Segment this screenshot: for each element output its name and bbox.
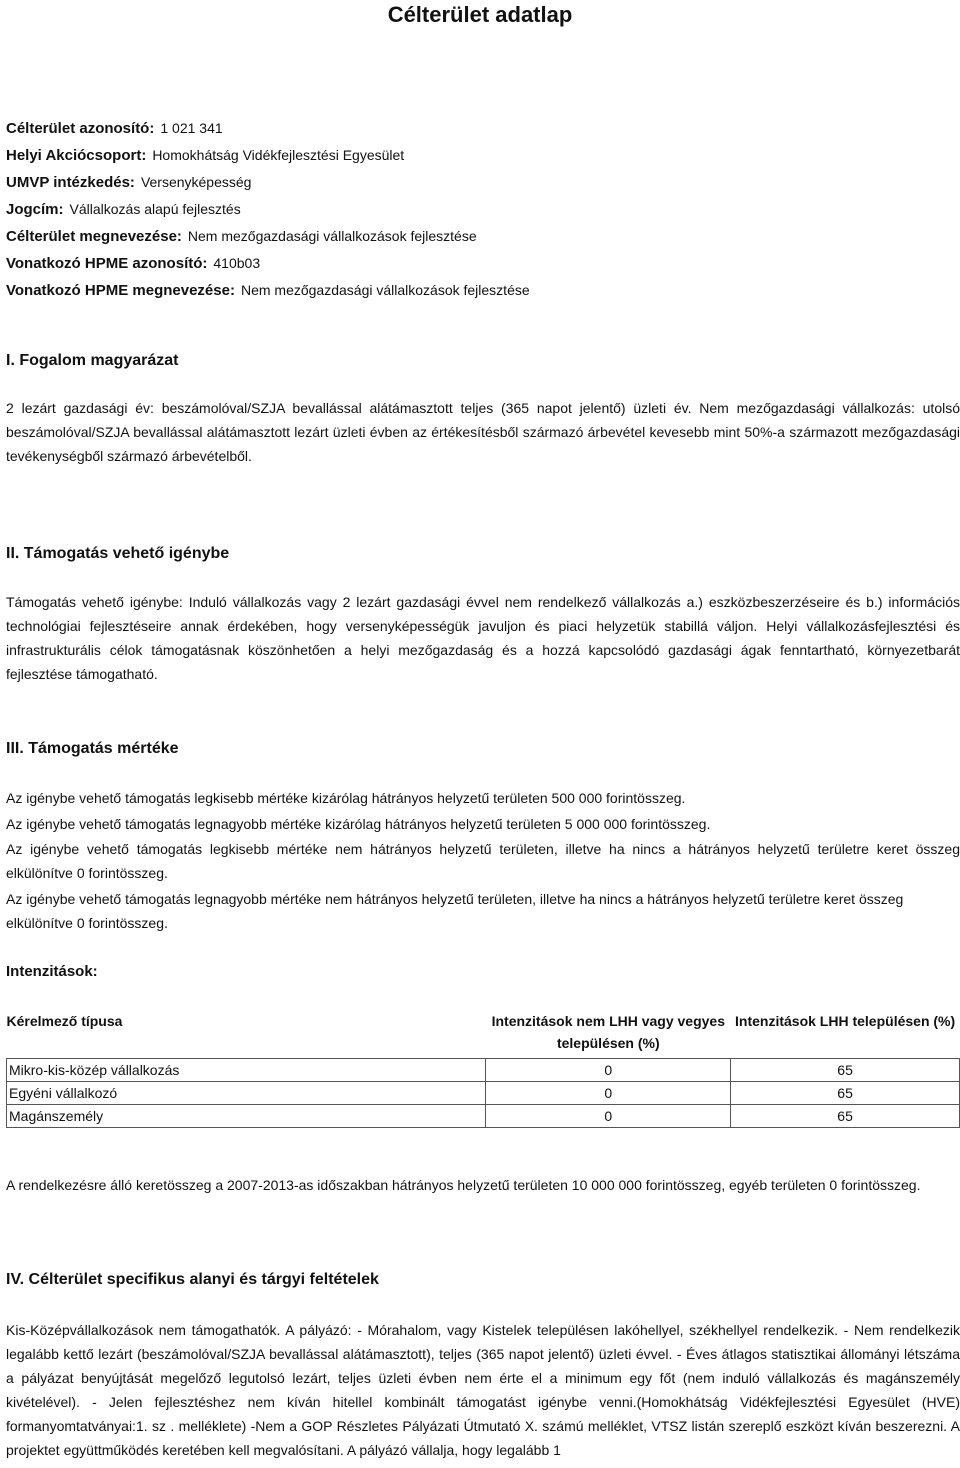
meta-label: Jogcím: — [6, 201, 64, 218]
meta-block — [6, 118, 954, 307]
table-row — [7, 1059, 960, 1082]
table-cell: Magánszemély — [7, 1105, 486, 1128]
meta-label: Célterület megnevezése: — [6, 228, 182, 245]
meta-row-celterulet-megnevezese — [6, 226, 954, 253]
meta-value: 1 021 341 — [160, 120, 223, 136]
meta-label: Célterület azonosító: — [6, 120, 155, 137]
section-title-feltetelek: IV. Célterület specifikus alanyi és tárgyi feltételek — [6, 1271, 379, 1288]
meta-value: Nem mezőgazdasági vállalkozások fejlesztése — [187, 228, 477, 244]
intensity-table — [6, 1010, 960, 1128]
table-row — [7, 1105, 960, 1128]
section-text-feltetelek: Kis-Középvállalkozások nem támogathatók. A pályázó: - Mórahalom, vagy Kistelek településen lakóhellyel, székhellyel rendelkezik. - Nem rendelkezik legalább kettő lezárt (beszámolóval/SZJA bevallással alátámasztott), teljes (365 napot jelentő) üzleti évvel. - Éves átlagos statisztikai állományi létszáma a pályázat benyújtását megelőző legutolsó lezárt, teljes üzleti évben nem érte el a minimum egy főt (nem induló vállalkozás és magánszemély kivételével). - Jelen fejlesztéshez nem kíván hitellel kombinált támogatást igénybe venni.(Homokhátság Vidékfejlesztési Egyesület (HVE) formanyomtatványai:1. sz . melléklete) -Nem a GOP Részletes Pályázati Útmutató X. számú melléklet, VTSZ listán szereplő eszközt kíván beszerezni. A projektet együttműködés keretében kell megvalósítani. A pályázó vállalja, hogy legalább 1 — [6, 1322, 960, 1458]
meta-row-helyi-akciocsoport — [6, 145, 954, 172]
section-title-fogalom: I. Fogalom magyarázat — [6, 352, 179, 369]
table-cell: 65 — [731, 1082, 960, 1105]
meta-value: Nem mezőgazdasági vállalkozások fejlesztése — [240, 282, 530, 298]
support-max-nonhh: Az igénybe vehető támogatás legnagyobb mértéke nem hátrányos helyzetű területen, illetve ha nincs a hátrányos helyzetű területre keret összeg elkülönítve 0 forintösszeg. — [6, 891, 904, 931]
table-header-row — [7, 1010, 960, 1059]
support-max-hh: Az igénybe vehető támogatás legnagyobb mértéke kizárólag hátrányos helyzetű területen 5 000 000 forintösszeg. — [6, 816, 711, 832]
budget-text: A rendelkezésre álló keretösszeg a 2007-2013-as időszakban hátrányos helyzetű területen 10 000 000 forintösszeg, egyéb területen 0 forintösszeg. — [6, 1177, 921, 1193]
table-cell: 0 — [486, 1082, 731, 1105]
table-cell: 65 — [731, 1059, 960, 1082]
table-header-cell: Kérelmező típusa — [7, 1010, 486, 1059]
meta-value: Vállalkozás alapú fejlesztés — [69, 201, 241, 217]
meta-row-hpme-azonosito — [6, 253, 954, 280]
table-cell: 0 — [486, 1059, 731, 1082]
table-cell: 0 — [486, 1105, 731, 1128]
meta-label: Helyi Akciócsoport: — [6, 147, 147, 164]
meta-row-umvp-intezkedes — [6, 172, 954, 199]
intensity-title: Intenzitások: — [6, 963, 98, 980]
support-min-hh: Az igénybe vehető támogatás legkisebb mértéke kizárólag hátrányos helyzetű területen 500 000 forintösszeg. — [6, 790, 686, 806]
meta-label: Vonatkozó HPME megnevezése: — [6, 282, 235, 299]
meta-row-jogcim — [6, 199, 954, 226]
table-cell: 65 — [731, 1105, 960, 1128]
table-row — [7, 1082, 960, 1105]
table-header-cell: Intenzitások nem LHH vagy vegyes településen (%) — [486, 1010, 731, 1059]
page-title: Célterület adatlap — [387, 2, 573, 27]
meta-label: Vonatkozó HPME azonosító: — [6, 255, 208, 272]
section-text-tamogatas-vehető: Támogatás vehető igénybe: Induló vállalkozás vagy 2 lezárt gazdasági évvel nem rendelkező vállalkozás a.) eszközbeszerzéseire és b.) információs technológiai fejlesztéseire annak érdekében, hogy versenyképességük javuljon és piaci helyzetük stabillá váljon. Helyi vállalkozásfejlesztési és infrastrukturális célok támogatásnak köszönhetően a helyi mezőgazdaság és a hozzá kapcsolódó gazdasági ágak fenntartható, környezetbarát fejlesztése támogatható. — [6, 594, 960, 682]
section-text-fogalom: 2 lezárt gazdasági év: beszámolóval/SZJA bevallással alátámasztott teljes (365 napot jelentő) üzleti év. Nem mezőgazdasági vállalkozás: utolsó beszámolóval/SZJA bevallással alátámasztott lezárt üzleti évben az értékesítésből származó árbevétel kevesebb mint 50%-a származott mezőgazdasági tevékenységből származó árbevételből. — [6, 400, 960, 464]
meta-label: UMVP intézkedés: — [6, 174, 135, 191]
meta-value: 410b03 — [213, 255, 261, 271]
meta-value: Versenyképesség — [140, 174, 252, 190]
meta-row-hpme-megnevezese — [6, 280, 954, 307]
section-title-tamogatas-merteke: III. Támogatás mértéke — [6, 740, 179, 757]
section-title-tamogatas-vehető: II. Támogatás vehető igénybe — [6, 545, 230, 562]
table-cell: Egyéni vállalkozó — [7, 1082, 486, 1105]
meta-value: Homokhátság Vidékfejlesztési Egyesület — [152, 147, 405, 163]
support-min-nonhh: Az igénybe vehető támogatás legkisebb mértéke nem hátrányos helyzetű területen, illetve ha nincs a hátrányos helyzetű területre keret összeg elkülönítve 0 forintösszeg. — [6, 841, 960, 881]
table-cell: Mikro-kis-közép vállalkozás — [7, 1059, 486, 1082]
meta-row-celterulet-azonosito — [6, 118, 954, 145]
table-header-cell: Intenzitások LHH településen (%) — [731, 1010, 960, 1059]
